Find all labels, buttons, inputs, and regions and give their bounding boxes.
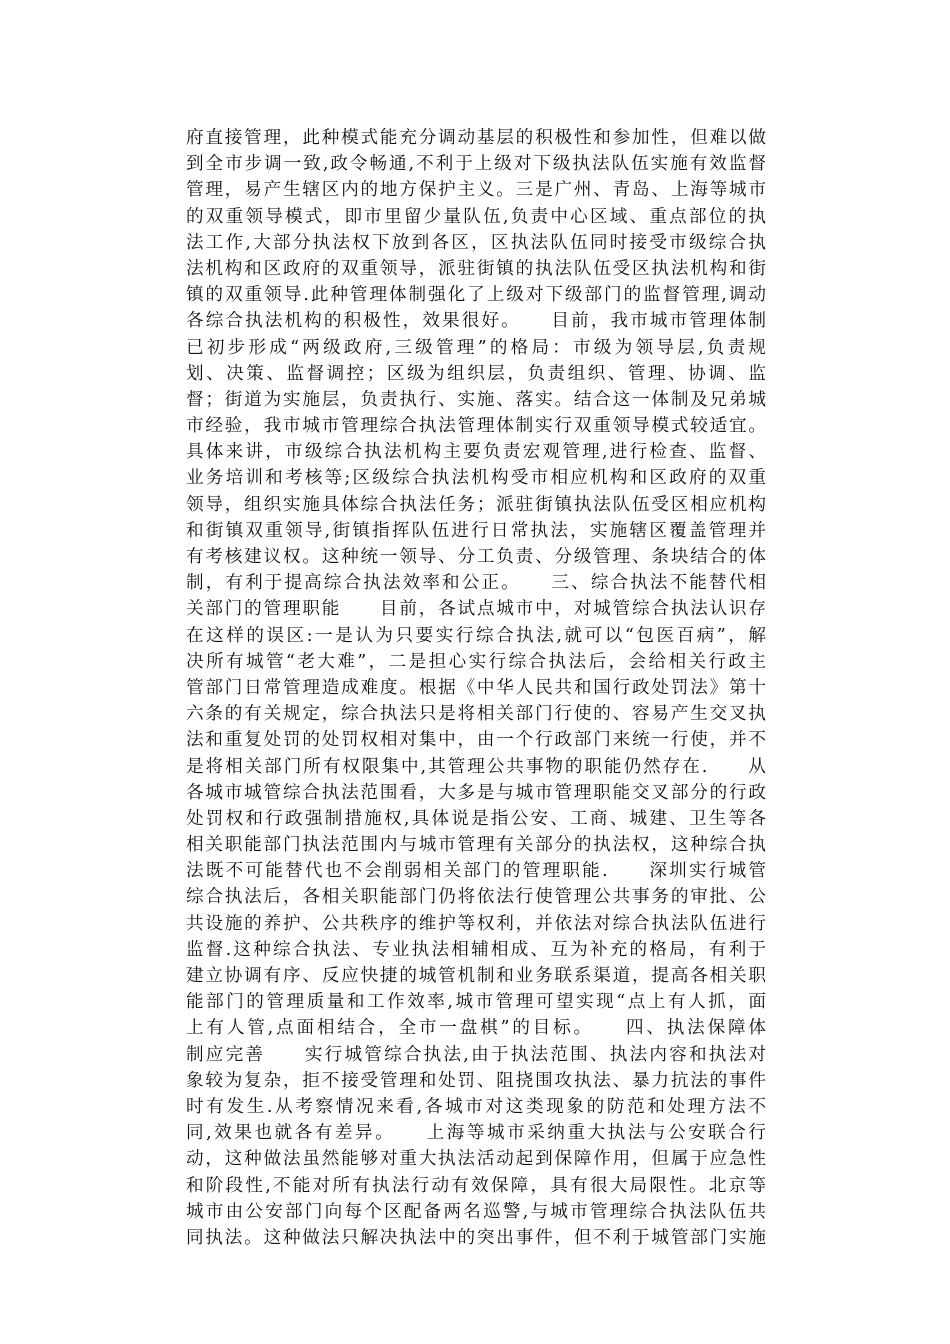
text-line: 建立协调有序、反应快捷的城管机制和业务联系渠道，提高各相关职 — [186, 966, 766, 986]
text-line: 各综合执法机构的积极性，效果很好。 目前，我市城市管理体制 — [186, 311, 766, 332]
text-line: 领导，组织实施具体综合执法任务；派驻街镇执法队伍受区相应机构 — [186, 494, 766, 515]
text-line: 制，有利于提高综合执法效率和公正。 三、综合执法不能替代相 — [186, 573, 766, 594]
text-line: 上有人管,点面相结合，全市一盘棋”的目标。 四、执法保障体 — [186, 1018, 766, 1039]
text-line: 共设施的养护、公共秩序的维护等权利，并依法对综合执法队伍进行 — [186, 913, 766, 934]
text-line: 的双重领导模式，即市里留少量队伍,负责中心区域、重点部位的执 — [186, 206, 766, 227]
text-line: 处罚权和行政强制措施权,具体说是指公安、工商、城建、卫生等各 — [186, 808, 766, 829]
text-line: 监督.这种综合执法、专业执法相辅相成、互为补充的格局，有利于 — [186, 939, 766, 960]
text-line: 法工作,大部分执法权下放到各区，区执法队伍同时接受市级综合执 — [186, 232, 766, 253]
text-line: 法既不可能替代也不会削弱相关部门的管理职能. 深圳实行城管 — [186, 861, 766, 882]
text-line: 动，这种做法虽然能够对重大执法活动起到保障作用，但属于应急性 — [186, 1149, 766, 1170]
text-line: 市经验，我市城市管理综合执法管理体制实行双重领导模式较适宜。 — [186, 416, 766, 437]
text-line: 具体来讲，市级综合执法机构主要负责宏观管理,进行检查、监督、 — [186, 442, 766, 463]
text-line: 和街镇双重领导,街镇指挥队伍进行日常执法，实施辖区覆盖管理并 — [186, 520, 766, 541]
text-line: 六条的有关规定，综合执法只是将相关部门行使的、容易产生交叉执 — [186, 704, 766, 725]
text-line: 业务培训和考核等;区级综合执法机构受市相应机构和区政府的双重 — [186, 468, 766, 489]
text-line: 同,效果也就各有差异。 上海等城市采纳重大执法与公安联合行 — [186, 1123, 766, 1144]
text-line: 和阶段性,不能对所有执法行动有效保障，具有很大局限性。北京等 — [186, 1175, 766, 1196]
text-line: 关部门的管理职能 目前，各试点城市中，对城管综合执法认识存 — [186, 599, 766, 620]
text-line: 综合执法后，各相关职能部门仍将依法行使管理公共事务的审批、公 — [186, 887, 766, 908]
text-line: 在这样的误区:一是认为只要实行综合执法,就可以“包医百病”，解 — [186, 625, 766, 646]
text-line: 管部门日常管理造成难度。根据《中华人民共和国行政处罚法》第十 — [186, 677, 766, 698]
text-line: 象较为复杂，拒不接受管理和处罚、阻挠围攻执法、暴力抗法的事件 — [186, 1070, 766, 1091]
text-line: 时有发生.从考察情况来看,各城市对这类现象的防范和处理方法不 — [186, 1096, 766, 1117]
text-line: 有考核建议权。这种统一领导、分工负责、分级管理、条块结合的体 — [186, 547, 766, 567]
text-line: 法机构和区政府的双重领导，派驻街镇的执法队伍受区执法机构和街 — [186, 258, 766, 279]
text-line: 法和重复处罚的处罚权相对集中，由一个行政部门来统一行使，并不 — [186, 730, 766, 751]
text-line: 到全市步调一致,政令畅通,不利于上级对下级执法队伍实施有效监督 — [186, 154, 766, 175]
text-line: 同执法。这种做法只解决执法中的突出事件，但不利于城管部门实施 — [186, 1227, 766, 1248]
body-text — [186, 125, 766, 1251]
text-line: 城市由公安部门向每个区配备两名巡警,与城市管理综合执法队伍共 — [186, 1201, 766, 1222]
text-line: 已初步形成“两级政府,三级管理”的格局：市级为领导层,负责规 — [186, 337, 766, 358]
text-line: 制应完善 实行城管综合执法,由于执法范围、执法内容和执法对 — [186, 1044, 766, 1065]
text-line: 相关职能部门执法范围内与城市管理有关部分的执法权，这种综合执 — [186, 835, 766, 856]
text-line: 是将相关部门所有权限集中,其管理公共事物的职能仍然存在. 从 — [186, 756, 766, 777]
text-line: 府直接管理，此种模式能充分调动基层的积极性和参加性，但难以做 — [186, 128, 766, 148]
text-line: 管理，易产生辖区内的地方保护主义。三是广州、青岛、上海等城市 — [186, 180, 766, 201]
text-line: 各城市城管综合执法范围看，大多是与城市管理职能交叉部分的行政 — [186, 782, 766, 803]
text-line: 决所有城管“老大难”，二是担心实行综合执法后，会给相关行政主 — [186, 651, 766, 672]
text-line: 镇的双重领导.此种管理体制强化了上级对下级部门的监督管理,调动 — [186, 285, 766, 306]
text-line: 能部门的管理质量和工作效率,城市管理可望实现“点上有人抓，面 — [186, 992, 766, 1013]
text-line: 督；街道为实施层，负责执行、实施、落实。结合这一体制及兄弟城 — [186, 389, 766, 410]
text-line: 划、决策、监督调控；区级为组织层，负责组织、管理、协调、监 — [186, 363, 766, 384]
